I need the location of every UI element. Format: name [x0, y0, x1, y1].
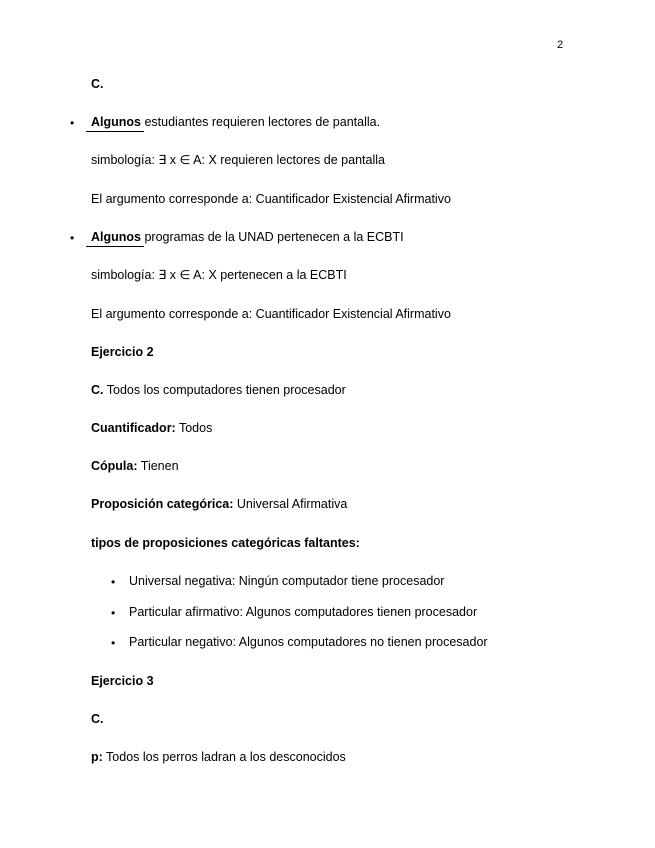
list-item: Particular negativo: Algunos computadores no tienen procesador [129, 635, 488, 649]
proposition-label: Proposición categórica: [91, 497, 234, 511]
premise-p-line [91, 751, 346, 764]
quantifier-value: Todos [175, 421, 213, 435]
bullet-1-text: estudiantes requieren lectores de pantalla. [141, 115, 381, 129]
handwritten-underline [86, 131, 144, 132]
bullet-item-1 [91, 116, 380, 129]
quantifier-line [91, 422, 212, 435]
list-item: Universal negativa: Ningún computador tiene procesador [129, 574, 445, 588]
copula-value: Tienen [137, 459, 179, 473]
handwritten-underline [86, 246, 144, 247]
exercise-2-title: Ejercicio 2 [91, 345, 154, 359]
exercise-3-c-heading: C. [91, 712, 104, 726]
exercise-2-label: C. [91, 383, 104, 397]
missing-types-title: tipos de proposiciones categóricas faltantes: [91, 536, 360, 550]
bullet-dot: • [70, 116, 75, 130]
proposition-line [91, 498, 347, 511]
bullet-2-symbology: simbología: ∃ x ∈ A: X pertenecen a la ECBTI [91, 268, 347, 282]
bullet-1-symbology: simbología: ∃ x ∈ A: X requieren lectores de pantalla [91, 153, 385, 167]
list-bullet: • [111, 606, 116, 620]
bullet-item-2 [91, 231, 404, 244]
list-item: Particular afirmativo: Algunos computadores tienen procesador [129, 605, 478, 619]
copula-label: Cópula: [91, 459, 138, 473]
bullet-2-argument: El argumento corresponde a: Cuantificador Existencial Afirmativo [91, 307, 451, 321]
bullet-2-keyword: Algunos [91, 230, 141, 244]
premise-p-text: Todos los perros ladran a los desconocidos [102, 750, 346, 764]
exercise-3-title: Ejercicio 3 [91, 674, 154, 688]
section-c-heading: C. [91, 77, 104, 91]
premise-p-label: p: [91, 750, 103, 764]
proposition-value: Universal Afirmativa [233, 497, 348, 511]
exercise-2-text: Todos los computadores tienen procesador [103, 383, 346, 397]
bullet-1-argument: El argumento corresponde a: Cuantificador Existencial Afirmativo [91, 192, 451, 206]
list-bullet: • [111, 636, 116, 650]
list-bullet: • [111, 575, 116, 589]
exercise-2-statement [91, 384, 346, 397]
bullet-1-keyword: Algunos [91, 115, 141, 129]
bullet-dot: • [70, 231, 75, 245]
page-number: 2 [557, 39, 564, 51]
quantifier-label: Cuantificador: [91, 421, 176, 435]
bullet-2-text: programas de la UNAD pertenecen a la ECBTI [141, 230, 404, 244]
copula-line [91, 460, 179, 473]
